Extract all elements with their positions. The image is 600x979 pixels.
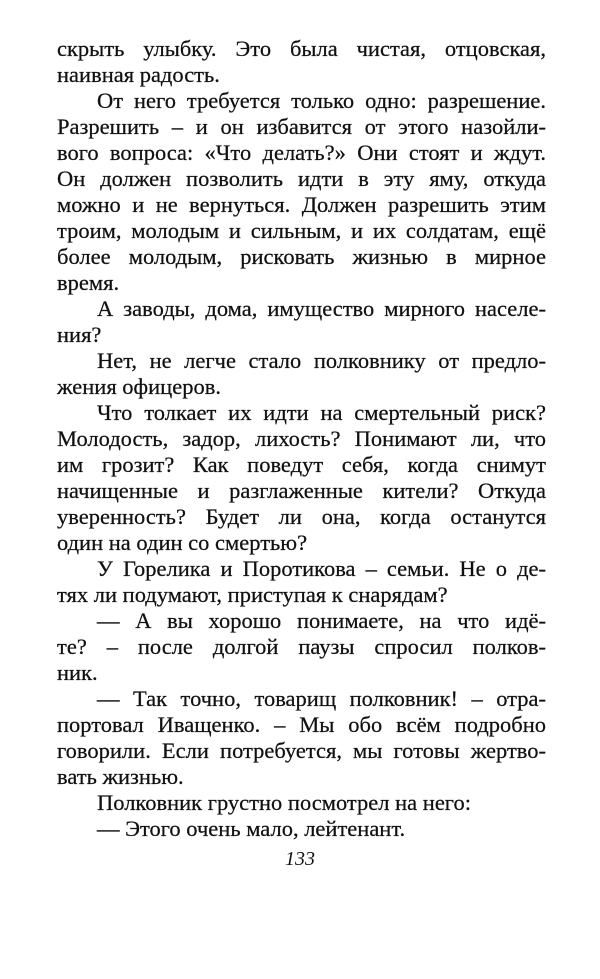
text-line: — А вы хорошо понимаете, на что идё- (97, 608, 546, 633)
page-number: 133 (285, 848, 315, 870)
text-line: троим, молодым и сильным, и их солдатам, ещё (57, 218, 546, 243)
text-line: Разрешить – и он избавится от этого назойли- (57, 114, 546, 139)
text-line: говорили. Если потребуется, мы готовы жертво- (57, 738, 546, 763)
text-line: Нет, не легче стало полковнику от предло- (97, 348, 546, 373)
text-line: А заводы, дома, имущество мирного населе- (97, 296, 546, 321)
text-line: уверенность? Будет ли она, когда останутся (57, 504, 546, 529)
paragraph (57, 296, 546, 348)
text-line: более молодым, рисковать жизнью в мирное (57, 244, 546, 269)
text-line: тях ли подумают, приступая к снарядам? (57, 582, 448, 607)
text-line: ник. (57, 660, 98, 685)
text-line: начищенные и разглаженные кители? Откуда (57, 478, 546, 503)
text-line: им грозит? Как поведут себя, когда снимут (57, 452, 546, 477)
text-line: Он должен позволить идти в эту яму, откуда (57, 166, 546, 191)
paragraph (57, 348, 546, 400)
text-line: время. (57, 270, 120, 295)
paragraph (57, 400, 546, 556)
text-line: Что толкает их идти на смертельный риск? (97, 400, 546, 425)
text-line: — Так точно, товарищ полковник! – отра- (97, 686, 546, 711)
text-line: Полковник грустно посмотрел на него: (97, 790, 471, 815)
paragraph (57, 686, 546, 790)
paragraph (57, 790, 546, 816)
text-line: От него требуется только одно: разрешение. (97, 88, 546, 113)
paragraph (57, 608, 546, 686)
text-line: Молодость, задор, лихость? Понимают ли, что (57, 426, 546, 451)
text-line: можно и не вернуться. Должен разрешить этим (57, 192, 546, 217)
text-line: ния? (57, 322, 102, 347)
paragraph (57, 816, 546, 842)
text-line: вого вопроса: «Что делать?» Они стоят и ждут. (57, 140, 546, 165)
text-line: наивная радость. (57, 62, 220, 87)
text-line: те? – после долгой паузы спросил полков- (57, 634, 546, 659)
text-line: один на один со смертью? (57, 530, 308, 555)
paragraph (57, 556, 546, 608)
text-line: У Горелика и Поротикова – семьи. Не о де- (97, 556, 546, 581)
page-body-text (57, 36, 546, 842)
paragraph (57, 88, 546, 296)
text-line: — Этого очень мало, лейтенант. (97, 816, 406, 841)
text-line: вать жизнью. (57, 764, 184, 789)
text-line: скрыть улыбку. Это была чистая, отцовская, (57, 36, 546, 61)
text-line: портовал Иващенко. – Мы обо всём подробно (57, 712, 546, 737)
text-line: жения офицеров. (57, 374, 221, 399)
paragraph (57, 36, 546, 88)
